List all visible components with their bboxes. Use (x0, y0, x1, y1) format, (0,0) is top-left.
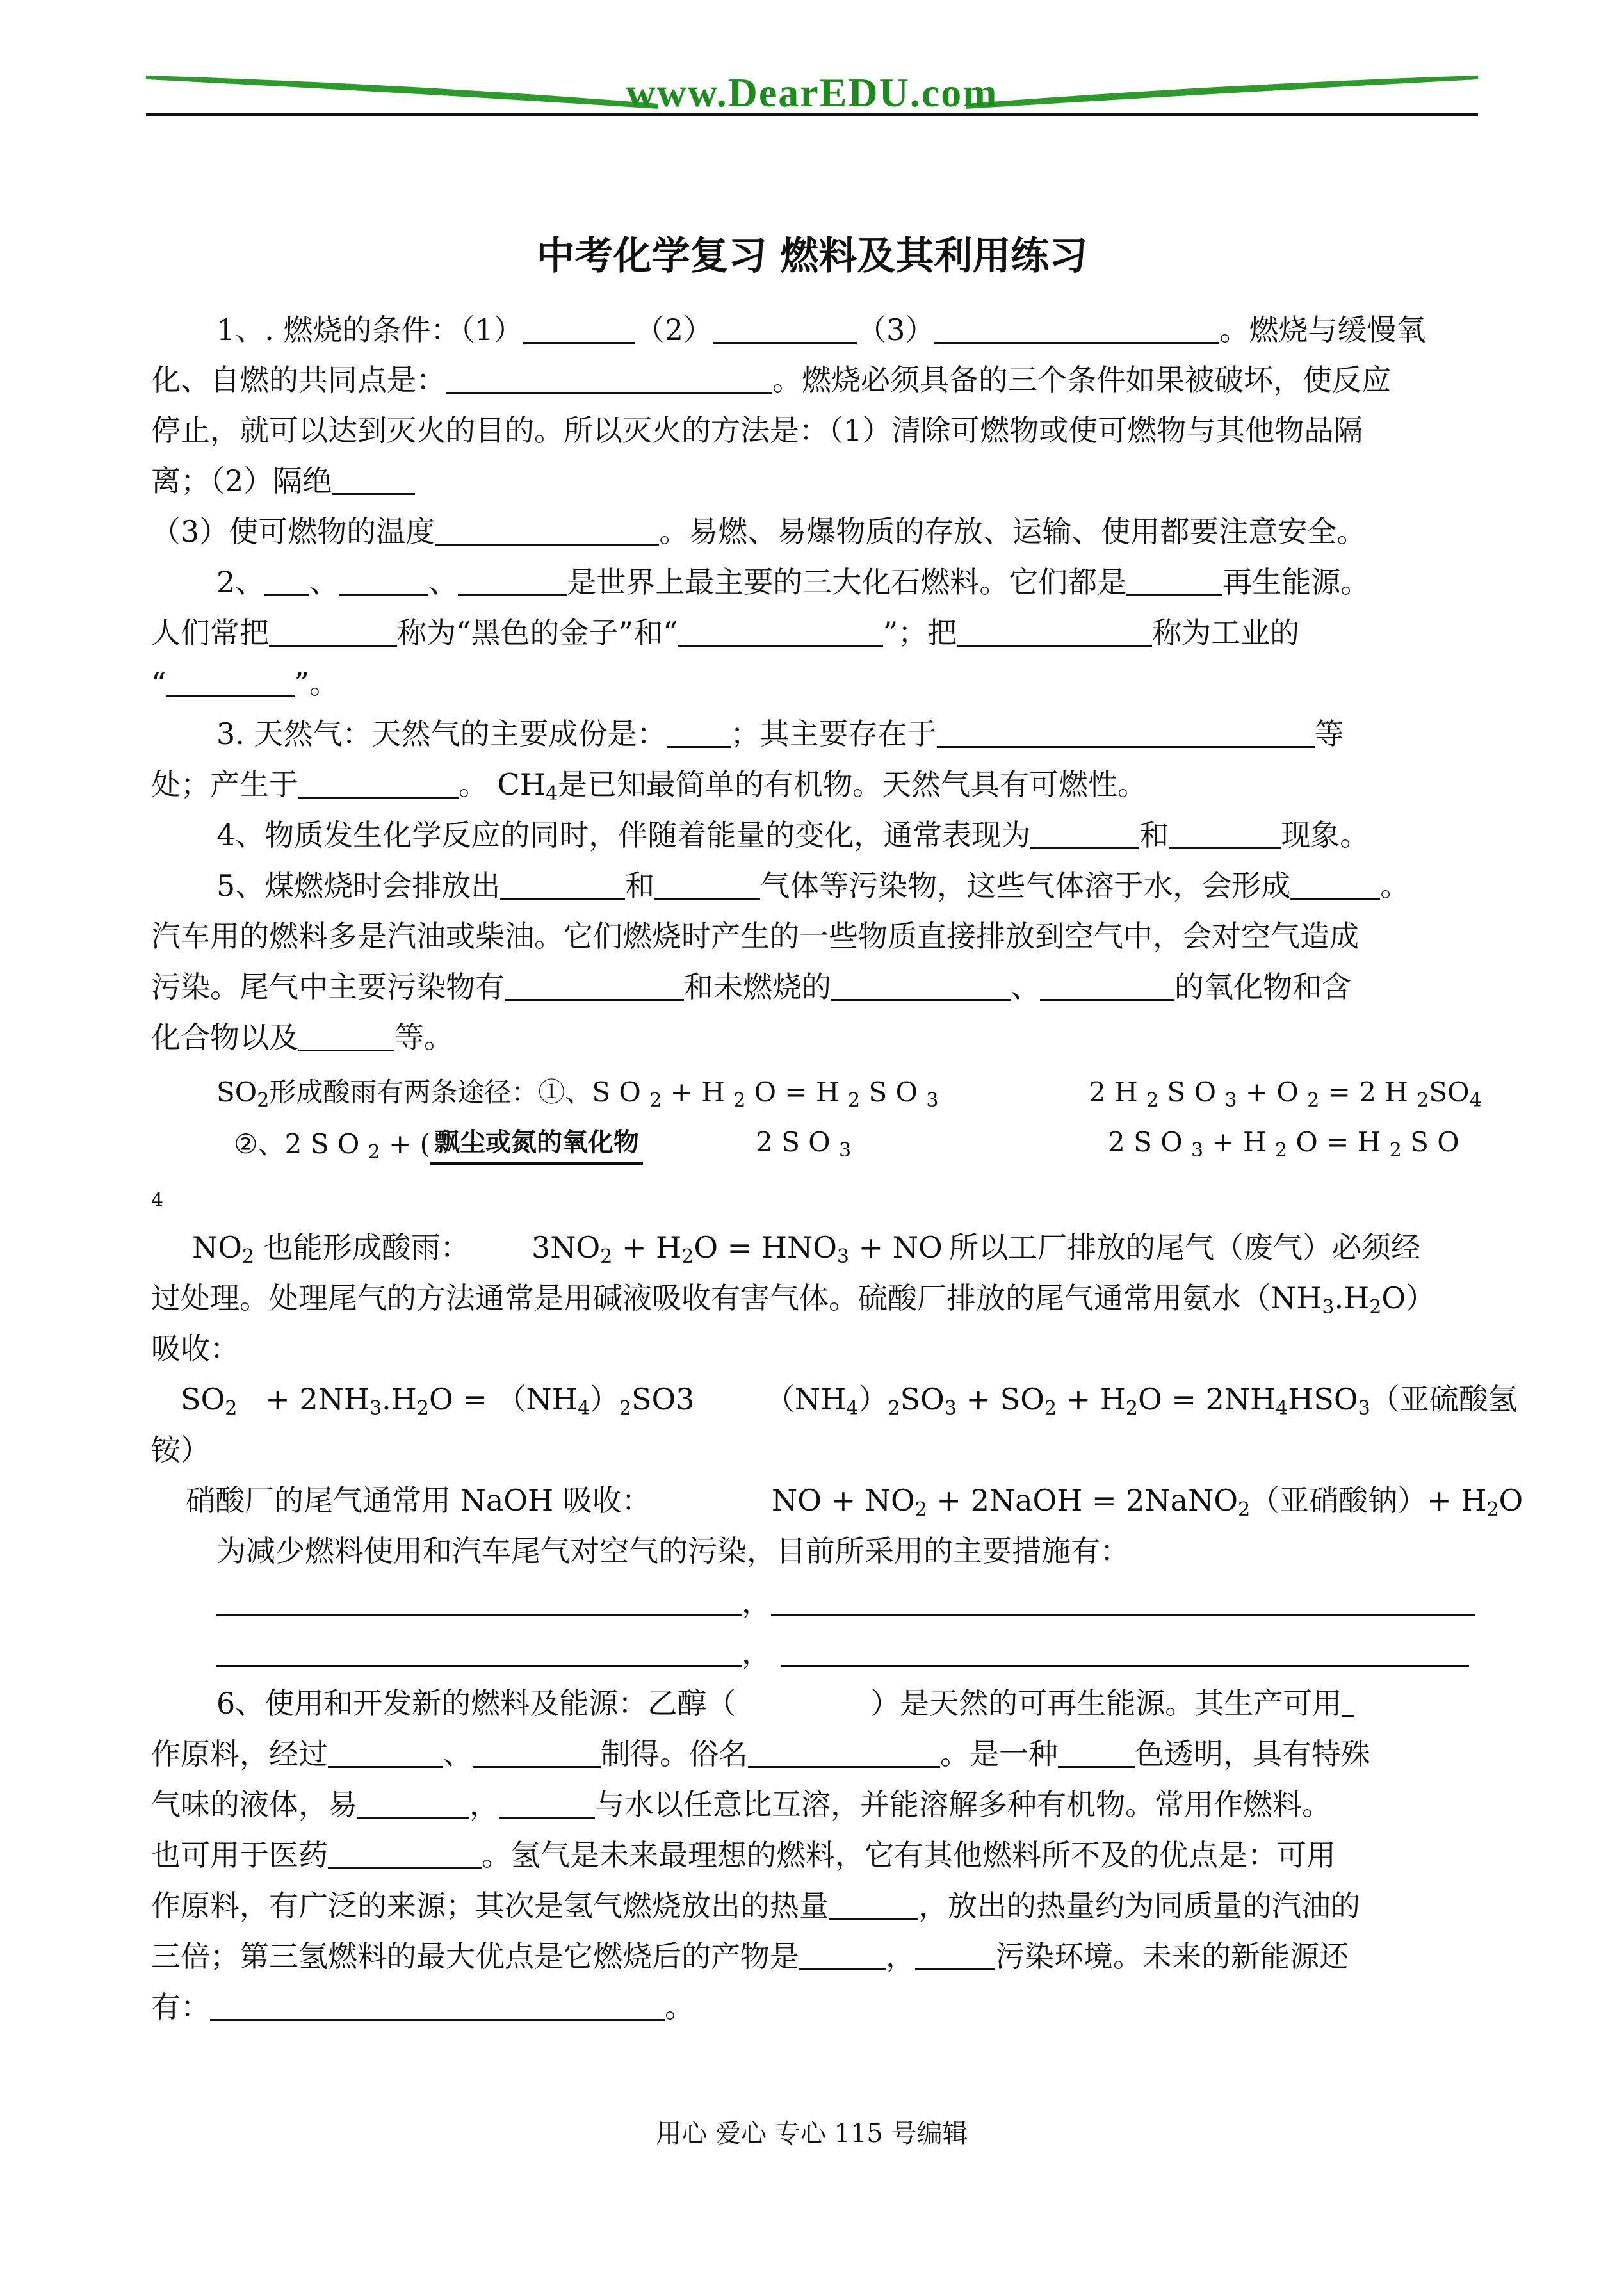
eq-nh4-so3: $(NH_4)_2SO_3 + SO_2 + H_2O = 2NH_4HSO_3$（亚硫酸氢 (765, 1382, 1518, 1420)
no2-line1-tail: 所以工厂排放的尾气（废气）必须经 (949, 1230, 1420, 1265)
p2-line3: “ ”。 (151, 666, 339, 701)
eq-so2-nh3: $SO_2$ + $2NH_3.H_2O = (NH_4)_2SO3$ (181, 1382, 695, 1420)
acid-route-1: $SO_2$形成酸雨有两条途径：①、S O $_2$ + H $_2$ O = H $_2$ S O $_3$ (216, 1076, 939, 1112)
site-header-banner (146, 64, 1478, 122)
p5-line1: 5、煤燃烧时会排放出 和 气体等污染物，这些气体溶于水，会形成 。 (216, 868, 1410, 903)
p2-line1: 2、 、 、 是世界上最主要的三大化石燃料。它们都是 再生能源。 (216, 565, 1370, 599)
p1-line4: 离；（2）隔绝 (151, 462, 415, 500)
acid-route-1-eq2: 2 H $_2$ S O $_3$ + O $_2$ = 2 H $_2SO_4$ (1089, 1076, 1482, 1112)
p2-line2: 人们常把 称为“黑色的金子”和“ ”；把 称为工业的 (151, 615, 1300, 650)
p6-line7: 有： 。 (151, 1990, 694, 2024)
p1-line3: 停止，就可以达到灭火的目的。所以灭火的方法是：（1）清除可燃物或使可燃物与其他物品隔 (151, 413, 1363, 448)
acid-route-2-eq: 2 S O $_3$ + H $_2$ O = H $_2$ S O (1108, 1126, 1459, 1162)
p1-line2: 化、自燃的共同点是： 。燃烧必须具备的三个条件如果被破坏，使反应 (151, 362, 1391, 397)
no2-line2: 过处理。处理尾气的方法通常是用碱液吸收有害气体。硫酸厂排放的尾气通常用氨水$(NH_3.H_2O)$ (151, 1281, 1436, 1318)
page-footer: 用心 爱心 专心 115 号编辑 (656, 2119, 968, 2148)
no2-equation: $3NO_2 + H_2O = HNO_3$ + NO (532, 1230, 943, 1268)
acid-route-2: ②、2 S O $_2$ + ( 飘尘或氮的氧化物 (234, 1123, 643, 1165)
p6-line5: 作原料，有广泛的来源；其次是氢气燃烧放出的热量 ，放出的热量约为同质量的汽油的 (151, 1888, 1360, 1923)
acid-wrap-subscript: 4 (151, 1189, 164, 1212)
p5-line3: 污染。尾气中主要污染物有 和未燃烧的 、 的氧化物和含 (151, 969, 1351, 1004)
p4-line1: 4、物质发生化学反应的同时，伴随着能量的变化，通常表现为 和 现象。 (216, 818, 1370, 852)
no2-line3: 吸收： (151, 1331, 240, 1366)
p6-line2: 作原料，经过 、 制得。俗名 。是一种 色透明，具有特殊 (151, 1737, 1370, 1771)
acid-route-2-product: 2 S O $_3$ (756, 1126, 852, 1162)
measures-prompt: 为减少燃料使用和汽车尾气对空气的污染，目前所采用的主要措施有： (216, 1534, 1130, 1568)
p3-line1: 3. 天然气：天然气的主要成份是： ；其主要存在于 等 (216, 717, 1344, 751)
measures-line2: ， (216, 1634, 1469, 1672)
nitric-plant-label: 硝酸厂的尾气通常用 NaOH 吸收： (186, 1483, 651, 1518)
site-logo-text: www.DearEDU.com (626, 70, 998, 115)
p6-line4: 也可用于医药 。氢气是未来最理想的燃料，它有其他燃料所不及的优点是：可用 (151, 1838, 1336, 1872)
no2-line1: $NO_2$ 也能形成酸雨： (192, 1230, 470, 1268)
measures-line1: ， (216, 1583, 1475, 1621)
catalyst-stamp: 飘尘或氮的氧化物 (430, 1123, 643, 1165)
eq-naoh: NO + $NO_2$ + 2NaOH = 2NaNO$_2$（亚硝酸钠）+ $H_2O$ (772, 1483, 1523, 1521)
p6-line3: 气味的液体，易 ， 与水以任意比互溶，并能溶解多种有机物。常用作燃料。 (151, 1787, 1331, 1822)
p5-line4: 化合物以及 等。 (151, 1020, 453, 1055)
p3-line2: 处；产生于 。 $CH_4$是已知最简单的有机物。天然气具有可燃性。 (151, 767, 1148, 805)
eq-wrap: 铵） (151, 1432, 210, 1467)
p1-line1: 1、. 燃烧的条件：（1） （2） （3） 。燃烧与缓慢氧 (216, 312, 1426, 347)
p6-line1: 6、使用和开发新的燃料及能源：乙醇（ ）是天然的可再生能源。其生产可用 (216, 1684, 1354, 1723)
p6-line6: 三倍；第三氢燃料的最大优点是它燃烧后的产物是 ， 污染环境。未来的新能源还 (151, 1939, 1349, 1974)
p5-line2: 汽车用的燃料多是汽油或柴油。它们燃烧时产生的一些物质直接排放到空气中，会对空气造成 (151, 919, 1359, 953)
page-title: 中考化学复习 燃料及其利用练习 (536, 234, 1088, 279)
p1-line5: （3）使可燃物的温度 。易燃、易爆物质的存放、运输、使用都要注意安全。 (151, 514, 1367, 549)
